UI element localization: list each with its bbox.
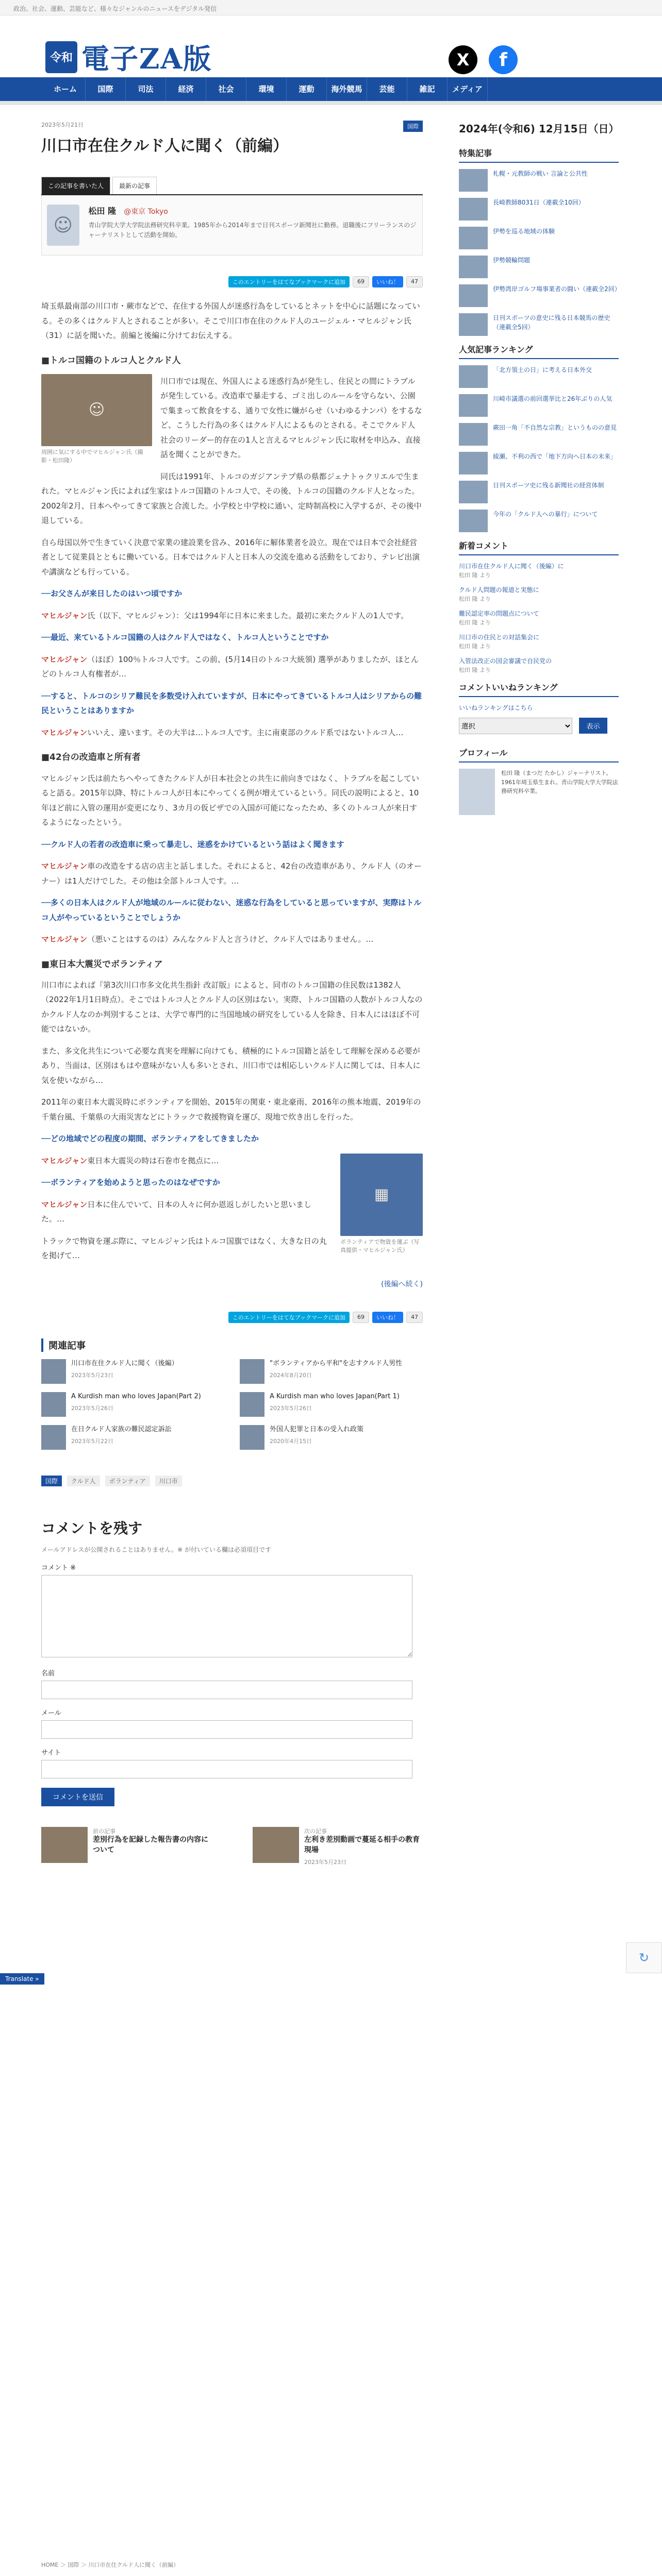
- nav-strip: [0, 101, 662, 105]
- thumbnail: [240, 1425, 264, 1450]
- hatena-count: 69: [353, 1312, 369, 1323]
- comment-heading: コメントを残す: [41, 1520, 143, 1537]
- nav-home[interactable]: ホーム: [45, 77, 86, 101]
- featured-item[interactable]: [459, 198, 619, 221]
- answer-text: （ほぼ）100％トルコ人です。この前、(5月14日のトルコ大統領) 選挙がありましたが、ほとんどのトルコ人有権者が…: [41, 654, 419, 679]
- featured-heading: 特集記事: [459, 147, 619, 163]
- photo-icon: ▦: [340, 1154, 423, 1236]
- thumbnail: [459, 394, 488, 417]
- featured-item[interactable]: [459, 313, 619, 336]
- featured-title: 伊勢競輪問題: [493, 257, 531, 264]
- topbar: 政治、社会、運動、芸能など、様々なジャンルのニュースをデジタル発信: [0, 0, 662, 15]
- popular-item[interactable]: [459, 452, 619, 474]
- paragraph: マヒルジャン氏は前たちへやってきたクルド人が日本社会との共生に前向きではなく、トラブルを起こしていると語る。2015年以降、特にトルコ人が日本にやってくる例が増えているという。同氏の説明によると、10年ほど前に入管の運用が変更になり、3カ月の仮ビザでの入国が可能になったため、多くのトルコ人が来日するようになったという。: [41, 773, 419, 827]
- paragraph: 自ら母国以外で生きていく決意で家業の建設業を営み、2016年に解体業者を設立。現在では日本で会社経営者として従業員とともに働いている。日本ではクルド人と日本人の交流を進める活動をしており、テレビ出演や講演なども行っている。: [41, 537, 420, 577]
- paragraph: トラックで物資を運ぶ際に、マヒルジャン氏はトルコ国旗ではなく、大きな日の丸を掲げて…: [41, 1236, 327, 1261]
- category-tag[interactable]: 国際: [41, 1476, 62, 1486]
- profile-heading: プロフィール: [459, 747, 619, 762]
- nav-misc[interactable]: 雑記: [407, 77, 448, 101]
- comment-author: 松田 隆 より: [459, 619, 491, 626]
- related-title: 外国人犯罪と日本の受入れ政策: [270, 1426, 364, 1434]
- comment-textarea[interactable]: [41, 1575, 412, 1657]
- article: [41, 121, 423, 1866]
- thumbnail: [253, 1827, 299, 1863]
- related-title: 在日クルド人家族の難民認定訴訟: [71, 1426, 172, 1434]
- related-title: A Kurdish man who loves Japan(Part 1): [270, 1393, 400, 1401]
- masthead: [0, 15, 662, 77]
- thumbnail: [459, 313, 488, 336]
- intro: 埼玉県最南部の川口市・蕨市などで、在住する外国人が迷惑行為をしているとネットを中心に話題になっている。その多くはクルド人とされることが多い。そこで川口市在住のクルド人のユージェル・マヒルジャン氏（31）に話を聞いた。前編と後編に分けてお伝えする。: [41, 301, 420, 340]
- popular-item[interactable]: [459, 394, 619, 417]
- tag[interactable]: クルド人: [67, 1476, 100, 1486]
- featured-item[interactable]: [459, 227, 619, 249]
- question: ──クルド人の若者の改造車に乗って暴走し、迷惑をかけているという話はよく聞きます: [41, 839, 344, 849]
- speaker: マヒルジャン: [41, 654, 88, 664]
- related-item[interactable]: [240, 1359, 423, 1384]
- speaker: マヒルジャン: [41, 611, 88, 620]
- like-button[interactable]: いいね！: [372, 276, 403, 287]
- like-button[interactable]: いいね！: [372, 1312, 403, 1323]
- featured-title: 伊勢を巡る地域の体験: [493, 228, 555, 235]
- related-date: 2024年8月20日: [270, 1371, 312, 1379]
- section-heading: ■トルコ国籍のトルコ人とクルド人: [41, 355, 181, 366]
- thumbnail: [41, 1359, 66, 1384]
- author-bio: 青山学院大学大学院法務研究科卒業。1985年から2014年まで日刊スポーツ新聞社に勤務。退職後にフリーランスのジャーナリストとして活動を開始。: [88, 222, 417, 239]
- hatena-button[interactable]: このエントリーをはてなブックマークに追加: [228, 1312, 350, 1323]
- featured-item[interactable]: [459, 256, 619, 278]
- paragraph: 2011年の東日本大震災時にボランティアを開始、2015年の関東・東北豪雨、2016年の熊本地震、2019年の千葉台風、千葉県の大雨災害などにトラックで救援物資を運び、現地で炊き出しを行った。: [41, 1097, 421, 1122]
- category-badge[interactable]: 国際: [403, 121, 423, 132]
- nav-entertainment[interactable]: 芸能: [367, 77, 407, 101]
- answer-text: いいえ、違います。その大半は…トルコ人です。主に南東部のクルド系ではないトルコ人…: [87, 727, 404, 737]
- comment-label: コメント ※: [41, 1564, 76, 1572]
- thumbnail: [459, 423, 488, 446]
- share-row: [41, 276, 423, 287]
- popular-item[interactable]: [459, 423, 619, 446]
- social-links: [449, 45, 518, 74]
- related-grid: [41, 1359, 423, 1450]
- hatena-count: 69: [353, 276, 369, 287]
- ranking-link[interactable]: いいねランキングはこちら: [459, 704, 533, 711]
- answer-text: 車の改造をする店の店主と話しました。それによると、42台の改造車があり、クルド人（のオーナー）は1人だけでした。その他は全部トルコ人です。…: [41, 861, 422, 886]
- related-articles: [41, 1338, 423, 1450]
- next-label: 次の記事: [304, 1828, 327, 1835]
- question: ──ボランティアを始めようと思ったのはなぜですか: [41, 1178, 220, 1188]
- related-item[interactable]: [41, 1425, 224, 1450]
- nav-international[interactable]: 国際: [86, 77, 126, 101]
- popular-title: 「北方領土の日」に考える日本外交: [493, 366, 592, 374]
- section-heading: ■東日本大震災でボランティア: [41, 959, 163, 970]
- ranking-select[interactable]: [459, 718, 572, 734]
- thumbnail: [459, 481, 488, 503]
- tag-list: [41, 1476, 423, 1486]
- sidebar: [459, 121, 619, 815]
- ranking-show-button[interactable]: 表示: [579, 718, 607, 734]
- popular-heading: 人気記事ランキング: [459, 343, 619, 359]
- popular-title: 蕨田一角「不自然な宗教」というものの意見: [493, 424, 617, 431]
- paragraph: 川口市では現在、外国人による迷惑行為が発生し、住民との間にトラブルが発生している。改造車で暴走する、ゴミ出しのルールを守らない、公園で集まって飲食をする、通りで女性に嫌がらせ（いわゆるナンパ）をするなど、こうした行為の多くはクルド人によるものとされる。そこでクルド人社会のリーダー的存在の1人と言えるマヒルジャン氏に取材を申込み、直接話を聞くことができた。: [160, 376, 422, 460]
- translate-button[interactable]: Translate »: [0, 1973, 44, 1985]
- popular-item[interactable]: [459, 481, 619, 503]
- answer-text: 東日本大震災の時は石巻市を拠点に…: [87, 1156, 219, 1165]
- paragraph: また、多文化共生について必要な真実を理解に向けても、積極的にトルコ国籍と話をして理解を深める必要があり、当面は、区別はもはや意味がない人も多いとされ、川口市では相応しいクルド人に関しては、日本人に気を使いながら…: [41, 1046, 421, 1085]
- thumbnail: [459, 284, 488, 307]
- tab-latest[interactable]: 最新の記事: [112, 177, 157, 194]
- comment-author: 松田 隆 より: [459, 643, 491, 650]
- site-label: サイト: [41, 1749, 61, 1757]
- like-count: 47: [406, 276, 423, 287]
- speaker: マヒルジャン: [41, 861, 88, 871]
- featured-item[interactable]: [459, 169, 619, 192]
- speaker: マヒルジャン: [41, 1156, 88, 1165]
- prev-article-link[interactable]: [41, 1827, 211, 1866]
- comments-heading: 新着コメント: [459, 539, 619, 555]
- main-nav: [0, 77, 662, 101]
- profile-text: 松田 隆（まつだ たかし）ジャーナリスト。1961年埼玉県生まれ。青山学院大学大学院法務研究科卒業。: [501, 770, 618, 795]
- related-date: 2020年4月15日: [270, 1437, 312, 1445]
- hatena-button[interactable]: このエントリーをはてなブックマークに追加: [228, 276, 350, 287]
- featured-title: 長崎教師8031日（連載全10回）: [493, 199, 585, 206]
- related-item[interactable]: [41, 1392, 224, 1417]
- featured-title: 伊勢湾岸ゴルフ場事業者の闘い（連載全2回）: [493, 285, 621, 293]
- featured-title: 日刊スポーツの意史に残る日本競馬の歴史（連載全5回）: [493, 314, 610, 331]
- next-article-link[interactable]: [253, 1827, 423, 1866]
- x-icon[interactable]: X: [449, 45, 477, 74]
- nav-overseas-racing[interactable]: 海外競馬: [327, 77, 367, 101]
- comment-item[interactable]: [459, 633, 619, 650]
- thumbnail: [41, 1425, 66, 1450]
- recaptcha-icon: ↻: [626, 1942, 662, 1973]
- featured-item[interactable]: [459, 284, 619, 307]
- name-label: 名前: [41, 1670, 55, 1678]
- email-field[interactable]: [41, 1720, 412, 1739]
- popular-item[interactable]: [459, 510, 619, 532]
- thumbnail: [240, 1359, 264, 1384]
- email-label: メール: [41, 1709, 61, 1718]
- thumbnail: [459, 198, 488, 221]
- comment-item[interactable]: [459, 609, 619, 626]
- comment-form: [41, 1517, 423, 1806]
- sidebar-date: 2024年(令和6) 12月15日（日）: [459, 123, 619, 135]
- nav-sports[interactable]: 運動: [287, 77, 327, 101]
- related-title: "ボランティアから平和"を志すクルド人男性: [270, 1360, 403, 1368]
- question: ──多くの日本人はクルド人が地域のルールに従わない、迷惑な行為をしていると思っていますが、実際はトルコ人がやっているということでしょうか: [41, 898, 422, 922]
- next-page-link[interactable]: (後編へ続く): [381, 1280, 423, 1289]
- related-date: 2023年5月26日: [71, 1404, 113, 1412]
- related-item[interactable]: [41, 1359, 224, 1384]
- figure: [340, 1154, 423, 1255]
- question: ──すると、トルコのシリア難民を多数受け入れていますが、日本にやってきているトルコ人はシリアからの難民ということはありますか: [41, 691, 422, 716]
- answer-text: 日本に住んでいて、日本の人々に何か恩返しがしたいと思いました。…: [41, 1199, 312, 1224]
- comment-item[interactable]: [459, 562, 619, 579]
- article-title: 川口市在住クルド人に聞く（前編）: [41, 137, 289, 155]
- ranking-heading: コメントいいねランキング: [459, 681, 619, 697]
- answer-text: 氏（以下、マヒルジャン）：父は1994年に日本に来ました。最初に来たクルド人の1人です。: [87, 611, 409, 620]
- comment-author: 松田 隆 より: [459, 596, 491, 602]
- site-field[interactable]: [41, 1760, 412, 1778]
- thumbnail: [459, 510, 488, 532]
- answer: [41, 859, 423, 888]
- related-item[interactable]: [240, 1425, 423, 1450]
- tag[interactable]: 川口市: [155, 1476, 182, 1486]
- related-date: 2023年5月23日: [71, 1371, 113, 1379]
- comment-text: クルド人問題の報道と実態に: [459, 586, 539, 594]
- popular-title: 綾瀬、不利の西で「地下方向へ日本の未来」: [493, 453, 617, 460]
- comment-text: 難民認定率の問題点について: [459, 610, 539, 617]
- thumbnail: [459, 365, 488, 388]
- comment-author: 松田 隆 より: [459, 667, 491, 673]
- logo-text: 電子ZA版: [81, 42, 212, 75]
- author-name[interactable]: 松田 隆: [88, 206, 117, 216]
- share-row: [41, 1312, 423, 1323]
- comment-item[interactable]: [459, 585, 619, 603]
- section-heading: ■42台の改造車と所有者: [41, 752, 141, 763]
- thumbnail: [459, 452, 488, 474]
- speaker: マヒルジャン: [41, 935, 88, 944]
- tab-author[interactable]: この記事を書いた人: [41, 177, 110, 194]
- popular-item[interactable]: [459, 365, 619, 388]
- related-date: 2023年5月22日: [71, 1437, 113, 1445]
- nav-economy[interactable]: 経済: [166, 77, 206, 101]
- avatar: ☺: [47, 205, 79, 246]
- next-date: 2023年5月23日: [304, 1858, 346, 1866]
- speaker: マヒルジャン: [41, 727, 88, 737]
- next-title: 左利き差別動画で蔓延る相手の教育現場: [304, 1836, 420, 1855]
- answer-text: （悪いことはするのは）みんなクルド人と言うけど、クルド人ではありません。…: [87, 935, 374, 944]
- answer: [41, 652, 423, 682]
- answer: [41, 932, 423, 947]
- related-title: 川口市在住クルド人に聞く（後編）: [71, 1360, 178, 1368]
- answer: [41, 725, 423, 740]
- comment-text: 川口市在住クルド人に聞く（後編）に: [459, 563, 564, 570]
- thumbnail: [459, 227, 488, 249]
- nav-environment[interactable]: 環境: [246, 77, 287, 101]
- question: ──お父さんが来日したのはいつ頃ですか: [41, 589, 183, 599]
- article-date: 2023年5月21日: [41, 122, 84, 128]
- nav-justice[interactable]: 司法: [126, 77, 166, 101]
- author-tabs: [41, 177, 423, 195]
- question: ──どの地域でどの程度の期間、ボランティアをしてきましたか: [41, 1134, 259, 1144]
- comment-author: 松田 隆 より: [459, 572, 491, 579]
- popular-title: 日刊スポーツ史に残る新聞社の経営体制: [493, 482, 604, 489]
- site-logo[interactable]: [45, 37, 212, 77]
- comment-text: 川口市の住民との対話集会に: [459, 634, 540, 641]
- paragraph: 同氏は1991年、トルコのガジアンテプ県の県都ジェナトゥクリエルで生まれた。マヒルジャン氏によれば生家はトルコ国籍のトルコ人で、その後、トルコの国籍のクルド人となった。2002年2月、日本へやってきて家族と合流した。小学校と中学校に通い、定時制高校に入学するが、その後中退している。: [41, 471, 422, 526]
- question: ──最近、来ているトルコ国籍の人はクルド人ではなく、トルコ人ということですか: [41, 633, 329, 642]
- like-count: 47: [406, 1312, 423, 1323]
- featured-title: 札幌・元教師の戦い 言論と公共性: [493, 170, 588, 177]
- thumbnail: [41, 1827, 88, 1863]
- prev-next-nav: [41, 1827, 423, 1866]
- figure-caption: 周囲に気にする中でマヒルジャン氏（撮影・松田隆）: [41, 448, 143, 464]
- facebook-icon[interactable]: f: [489, 45, 518, 74]
- comment-text: 入管法改正の国会審議で自民党の: [459, 657, 552, 665]
- related-date: 2023年5月26日: [270, 1404, 312, 1412]
- thumbnail: [459, 169, 488, 192]
- figure: [41, 374, 152, 465]
- comment-item[interactable]: [459, 656, 619, 674]
- nav-media[interactable]: メディア: [448, 77, 488, 101]
- prev-label: 前の記事: [93, 1828, 115, 1835]
- photo-icon: ☺: [41, 374, 152, 446]
- answer: [41, 608, 423, 623]
- related-title: A Kurdish man who loves Japan(Part 2): [71, 1393, 201, 1401]
- paragraph: 川口市によれば『第3次川口市多文化共生指針 改訂版』によると、同市のトルコ国籍の住民数は1382人（2022年1月1日時点）。そこではトルコ人とクルド人の区別はない。実際、トルコ国籍の人数がトルコ人なのかクルド人なのか判別することは、大学で専門的に当国地域の研究をしている人を除き、日本人にはほぼ不可能ではないか。: [41, 980, 423, 1034]
- name-field[interactable]: [41, 1681, 412, 1699]
- author-location: @東京 Tokyo: [124, 208, 168, 216]
- tag[interactable]: ボランティア: [105, 1476, 150, 1486]
- author-box: [41, 195, 423, 256]
- article-body: [41, 299, 423, 1291]
- nav-society[interactable]: 社会: [206, 77, 246, 101]
- submit-comment-button[interactable]: コメントを送信: [41, 1788, 114, 1806]
- popular-title: 川崎市議選の前回選挙比と26年ぶりの人気: [493, 395, 613, 402]
- popular-title: 今年の「クルド人への暴行」について: [493, 511, 598, 518]
- related-item[interactable]: [240, 1392, 423, 1417]
- related-heading: 関連記事: [41, 1338, 423, 1352]
- profile-photo: [459, 769, 495, 815]
- figure-caption: ボランティアで物資を運ぶ（写真提供・マヒルジャン氏）: [340, 1238, 420, 1254]
- logo-badge: 令和: [45, 41, 77, 73]
- comment-note: メールアドレスが公開されることはありません。※ が付いている欄は必須項目です: [41, 1546, 271, 1554]
- breadcrumb: HOME ＞ 国際 ＞ 川口市在住クルド人に聞く（前編）: [41, 2562, 179, 2568]
- thumbnail: [41, 1392, 66, 1417]
- thumbnail: [240, 1392, 264, 1417]
- prev-title: 差別行為を記録した報告書の内容について: [93, 1836, 208, 1855]
- speaker: マヒルジャン: [41, 1199, 88, 1209]
- thumbnail: [459, 256, 488, 278]
